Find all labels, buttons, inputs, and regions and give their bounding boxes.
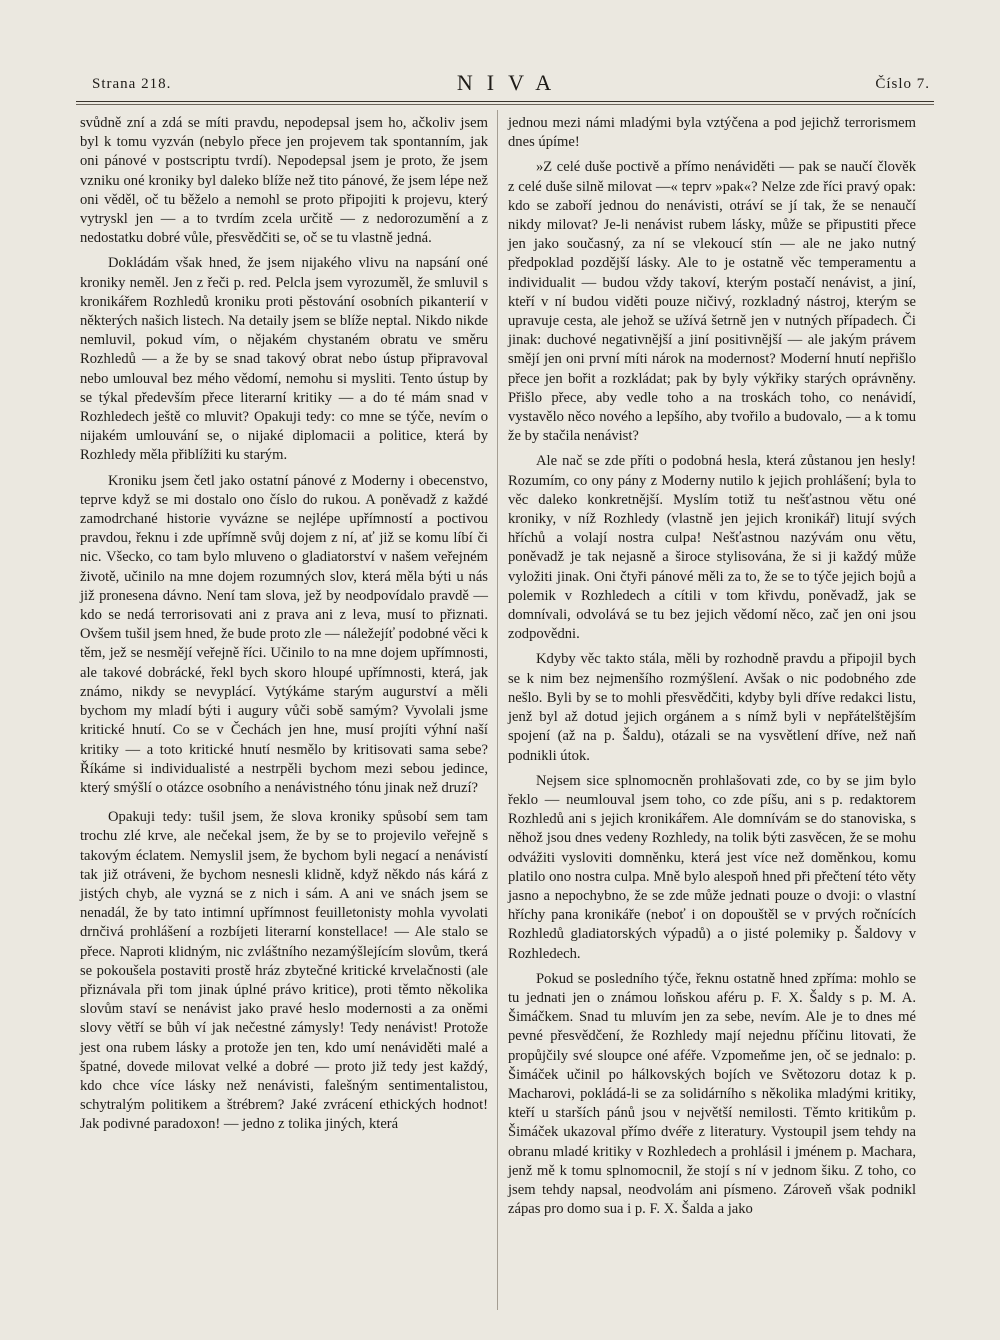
paragraph: Kdyby věc takto stála, měli by rozhodně pravdu a připojil bych se k nim bez nejmenšího rozmýšlení. Avšak o nic podobného zde nešlo. Byli by se to mohli přesvědčiti, kdyby byli dříve redakci listu, jenž byl až dotud jejich orgánem a s nímž byli v nepřátelštějším spojení (až na p. Šaldu), otázali se na vysvětlení dříve, než naň podnikli útok. bbox=[508, 651, 916, 764]
paragraph: Opakuji tedy: tušil jsem, že slova kroniky spůsobí sem tam trochu zlé krve, ale nečekal jsem, že by se to projevilo veřejně s takovým éclatem. Nemyslil jsem, že bychom byli negací a nenávistí tak již otráveni, že bychom nesnesli klidně, když někdo nás kárá z jistých chyb, ale vyzná se z nich i sám. A ani ve snách jsem se nenadál, že by tato intimní upřímnost feuilletonisty mohla vyvolati drnčivá prohlášení a rozbíjeti literarní konstellace! — Ale stalo se přece. Naproti klidným, nic zvláštního nezamýšlejícím slovům, tkerá se pokoušela postaviti prostě hráz zbytečné kritické krvelačnosti (ale přiznávala při tom jinak úplné právo kritice), proti těmto několika slovům staví se nenávist jako pravé heslo modernosti a za oněmi slovy větří se bůh ví jak nečestné zámysly! Tedy nenávist! Protože jest ona rubem lásky a protože jen ten, kdo umí nenáviděti malé a špatné, dovede milovat velké a dobré — proto již tedy jest každý, kdo chce více lásky než nenávisti, falešným sentimentalistou, schytralým politikem a štrébrem? Jaké zvrácení ethických hodnot! Jak podivné paradoxon! — jedno z tolika jiných, která bbox=[80, 809, 488, 1133]
left-column bbox=[80, 114, 488, 1135]
paragraph: »Z celé duše poctivě a přímo nenáviděti — pak se naučí člověk z celé duše silně milovat —« teprv »pak«? Nelze zde říci pravý opak: kdo se zaboří jednou do nenávisti, otráví se jí tak, že se nenaučí nikdy milovat? Je-li nenávist rubem lásky, může se připustiti přece jen jako současný, za ní se vlekoucí stín — ale ne jako nutný předpoklad pozdější lásky. Ale to je ostatně věc temperamentu a individualit — budou vždy takoví, kterým postačí nenávist, a jiní, kteří v ní budou viděti pouze ničivý, rozkladný nástroj, kterým se upravuje cesta, ale jehož se užívá šetrně jen v nutných případech. Či jinak: duchové negativnější a jiní positivnější — ale jakým právem smějí jen oni první míti nárok na modernost? Moderní hnutí nepřišlo přece jen bořit a rozkládat; pak by byly výkřiky starých oprávněny. Přišlo přece, aby vedle toho a na troskách toho, co nenávidí, vystavělo něco nového a lepšího, aby tvořilo a budovalo, — a k tomu že by stačila nenávist? bbox=[508, 159, 916, 445]
paragraph: jednou mezi námi mladými byla vztýčena a pod jejichž terrorismem dnes úpíme! bbox=[508, 115, 916, 151]
column-divider bbox=[497, 110, 498, 1310]
paragraph: Dokládám však hned, že jsem nijakého vlivu na napsání oné kroniky neměl. Jen z řeči p. red. Pelcla jsem vyrozuměl, že smluvil s kronikářem Rozhledů kroniku proti pěstování osobních pikanterií v některých našich listech. Na detaily jsem se blíže neptal. Nikdo nikde nemluvil, pokud vím, o nějakém chystaném obratu ve směru Rozhledů — a že by se snad takový obrat nebo ústup připravoval nebo umlouval bez mého vědomí, nemohu si mysliti. Tento ústup by se týkal především přece literarní kritiky — a do té mám snad v Rozhledech ještě co mluvit? Opakuji tedy: co mne se týče, nevím o nijakém umlouvání se, o nijaké diplomacii a politice, která by Rozhledy měla přiblížiti ku starým. bbox=[80, 255, 488, 464]
header-rule-secondary bbox=[76, 104, 934, 105]
right-column bbox=[508, 114, 916, 1219]
page-number: Strana 218. bbox=[92, 76, 172, 92]
paragraph: svůdně zní a zdá se míti pravdu, nepodepsal jsem ho, ačkoliv jsem byl k tomu vyzván (nebylo přece jen projevem tak spontanním, jak oni pánové v postscriptu tvrdí). Nepodepsal jsem je proto, že jsem vzniku oné kroniky byl daleko blíže než tito pánové, že jsem lépe než oni věděl, oč tu běželo a nemohl se proto připojiti k projevu, který vytryskl jen — a to tvrdím zcela určitě — z nedorozumění a z nedostatku dobré vůle, přesvědčiti se, oč se tu vlastně jedná. bbox=[80, 115, 488, 247]
paragraph: Nejsem sice splnomocněn prohlašovati zde, co by se jim bylo řeklo — neumlouval jsem toho, co zde píšu, ani s p. redaktorem Rozhledů ani s jejich kronikářem. Ale domnívám se do stanoviska, s něhož jsou dnes vedeny Rozhledy, na tolik býti zasvěcen, že se mohu odvážiti vysloviti domněnku, která jest více než doměnkou, komu platilo ono nostra culpa. Mně bylo alespoň hned při přečtení této věty jasno a nepochybno, že se zde může jednati pouze o dvoji: o vlastní hříchy pana kronikáře (neboť i on dopouštěl se v prvých ročnících Rozhledů gladiatorských výpadů) a o jisté polemiky p. Šaldovy v Rozhledech. bbox=[508, 772, 916, 962]
paragraph: Ale nač se zde příti o podobná hesla, která zůstanou jen hesly! Rozumím, co ony pány z Moderny nutilo k jejich prohlášení; byla to věc daleko konkretnější. Myslím totiž tu nešťastnou větu oné kroniky, v níž Rozhledy (vlastně jen jejich kronikář) litují svých hříchů a volají nostra culpa! Nešťastnou nazývám onu větu, poněvadž je tak nejasně a široce stylisována, že si ji každý může vyložiti jinak. Oni čtyři pánové měli za to, že se to týče jejich bojů a polemik v Rozhledech a cítili v tom křivdu, poněvadž, jak se domnívali, odvolává se tu bez jejich vědomí něco, zač jen oni jsou zodpovědni. bbox=[508, 453, 916, 643]
header-rule bbox=[76, 101, 934, 102]
issue-number: Číslo 7. bbox=[875, 76, 930, 92]
journal-title: NIVA bbox=[456, 70, 566, 95]
paragraph: Pokud se posledního týče, řeknu ostatně hned zpříma: mohlo se tu jednati jen o známou loňskou aféru p. F. X. Šaldy s p. M. A. Šimáčkem. Snad tu mluvím jen za sebe, nevím. Ale je to dnes mé pevné přesvědčení, že Rozhledy mají nejednu příčinu litovati, že propůjčily své sloupce oné aféře. Vzpomeňme jen, oč se jednalo: p. Šimáček učinil po hálkovských bojích ve Světozoru dotaz k p. Macharovi, pokládá-li se za solidárního s několika mladými kritiky, kteří u starších pánů jsou v největší nemilosti. Těmto kritikům p. Šimáček ukazoval přímo dvéře z literatury. Vystoupil jsem tehdy na obranu mladé kritiky v Rozhledech a prohlásil i jménem p. Machara, jenž mě k tomu splnomocnil, že stojí s ní v jednom šiku. Z toho, co jsem tehdy napsal, neodvolám ani písmeno. Zároveň však podnikl zápas pro domo sua i p. F. X. Šalda a jako bbox=[508, 970, 916, 1218]
paragraph: Kroniku jsem četl jako ostatní pánové z Moderny i obecenstvo, teprve když se mi dostalo ono číslo do rukou. A poněvadž z každé zamodrchané historie vyvázne se nejlépe upřímností a poctivou pravdou, řeknu i zde upřímně svůj dojem z ní, ať již se komu líbí či nic. Všecko, co tam bylo mluveno o gladiatorství v našem veřejném životě, učinilo na mne dojem rozumných slov, která měla býti u nás již pronesena dávno. Není tam slova, jež by neodpovídalo pravdě — kdo se nedá terrorisovati ani z prava ani z leva, musí to přiznati. Ovšem tušil jsem hned, že bude proto zle — náležejíť podobné věci k těm, jež se nesmějí veřejně říci. Učinilo to na mne dojem upřímnosti, ale takové dobrácké, řekl bych skoro hloupé upřímnosti, která, jak známo, nikdy se nevyplácí. Vytýkáme starým augurství a měli bychom my mladí býti i augury vůči sobě samým? Vyvolali jsme kritické hnutí. Co se v Čechách jen hne, musí projíti výhní naší kritiky — a toto kritické hnutí nesmělo by kritisovati sama sebe? Říkáme si individualisté a nestrpěli bychom mezi sebou jedince, který smýšlí o otázce osobního a nenávistného tónu jinak než druzí? bbox=[80, 472, 488, 796]
page-header bbox=[92, 68, 930, 98]
